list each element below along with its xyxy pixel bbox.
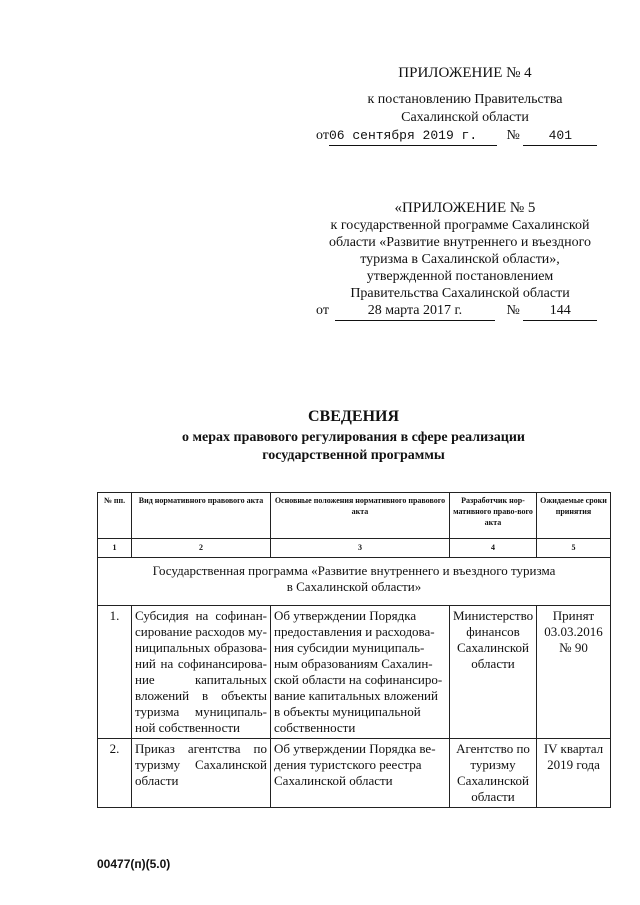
appendix-4-line2: Сахалинской области [401,110,529,125]
column-number: 2 [132,539,271,558]
page-subtitle-line1: о мерах правового регулирования в сфере реализации [182,430,525,445]
appendix-5-line3: туризма в Сахалинской области», [360,252,560,267]
column-number: 1 [98,539,132,558]
row-provisions: Об утверждении Порядка ве-дения туристского реестра Сахалинской области [271,739,450,808]
appendix-5-line5: Правительства Сахалинской области [350,286,570,301]
row-developer: Министерство финансов Сахалинской области [450,606,537,739]
row-provisions: Об утверждении Порядка предоставления и расходова-ния субсидии муниципаль-ным образованиям Сахалин-ской области на софинансиро-вание капитальных вложений в объекты муниципальной собственности [271,606,450,739]
appendix-4-number: 401 [523,127,597,146]
program-row [98,558,611,606]
table-row [98,606,611,739]
from-label: от [316,303,329,318]
appendix-4-title: ПРИЛОЖЕНИЕ № 4 [398,65,532,81]
row-act-type: Приказ агентства по туризму Сахалинской области [132,739,271,808]
header-developer: Разработчик нор-мативного право-вого акта [450,493,537,539]
column-number: 3 [271,539,450,558]
header-provisions: Основные положения нормативного правового акта [271,493,450,539]
appendix-5-date: 28 марта 2017 г. [335,302,495,321]
column-number-row [98,539,611,558]
table-row [98,739,611,808]
page-subtitle-line2: государственной программы [262,448,445,463]
table-header-row [98,493,611,539]
header-number: № пп. [98,493,132,539]
column-number: 4 [450,539,537,558]
number-label: № [506,303,520,318]
row-number: 2. [98,739,132,808]
row-deadline: Принят 03.03.2016 № 90 [537,606,611,739]
program-name-line1: Государственная программа «Развитие внутреннего и въездного туризма [152,563,556,578]
column-number: 5 [537,539,611,558]
appendix-4-line1: к постановлению Правительства [367,92,563,107]
appendix-5-number: 144 [523,302,597,321]
appendix-5-line2: области «Развитие внутреннего и въездного [328,235,592,250]
appendix-5-title: «ПРИЛОЖЕНИЕ № 5 [394,200,536,216]
row-developer: Агентство по туризму Сахалинской области [450,739,537,808]
appendix-5-line4: утвержденной постановлением [366,269,554,284]
row-deadline: IV квартал 2019 года [537,739,611,808]
appendix-5-line1: к государственной программе Сахалинской [330,218,590,233]
header-act-type: Вид нормативного правового акта [132,493,271,539]
from-label: от [316,128,329,143]
program-name-line2: в Сахалинской области» [286,579,422,594]
program-name [98,558,611,606]
measures-table [97,492,611,808]
row-number: 1. [98,606,132,739]
page-title: СВЕДЕНИЯ [307,408,400,425]
document-code: 00477(п)(5.0) [97,857,171,871]
number-label: № [506,128,520,143]
row-act-type: Субсидия на софинан-сирование расходов му-ниципальных образова-ний на софинансирова-ние капитальных вложений в объекты туризма муниципаль-ной собственности [132,606,271,739]
appendix-5-date-line [316,302,616,321]
appendix-4-date-line [316,127,616,146]
header-deadline: Ожидаемые сроки принятия [537,493,611,539]
appendix-4-date: 06 сентября 2019 г. [329,127,497,146]
